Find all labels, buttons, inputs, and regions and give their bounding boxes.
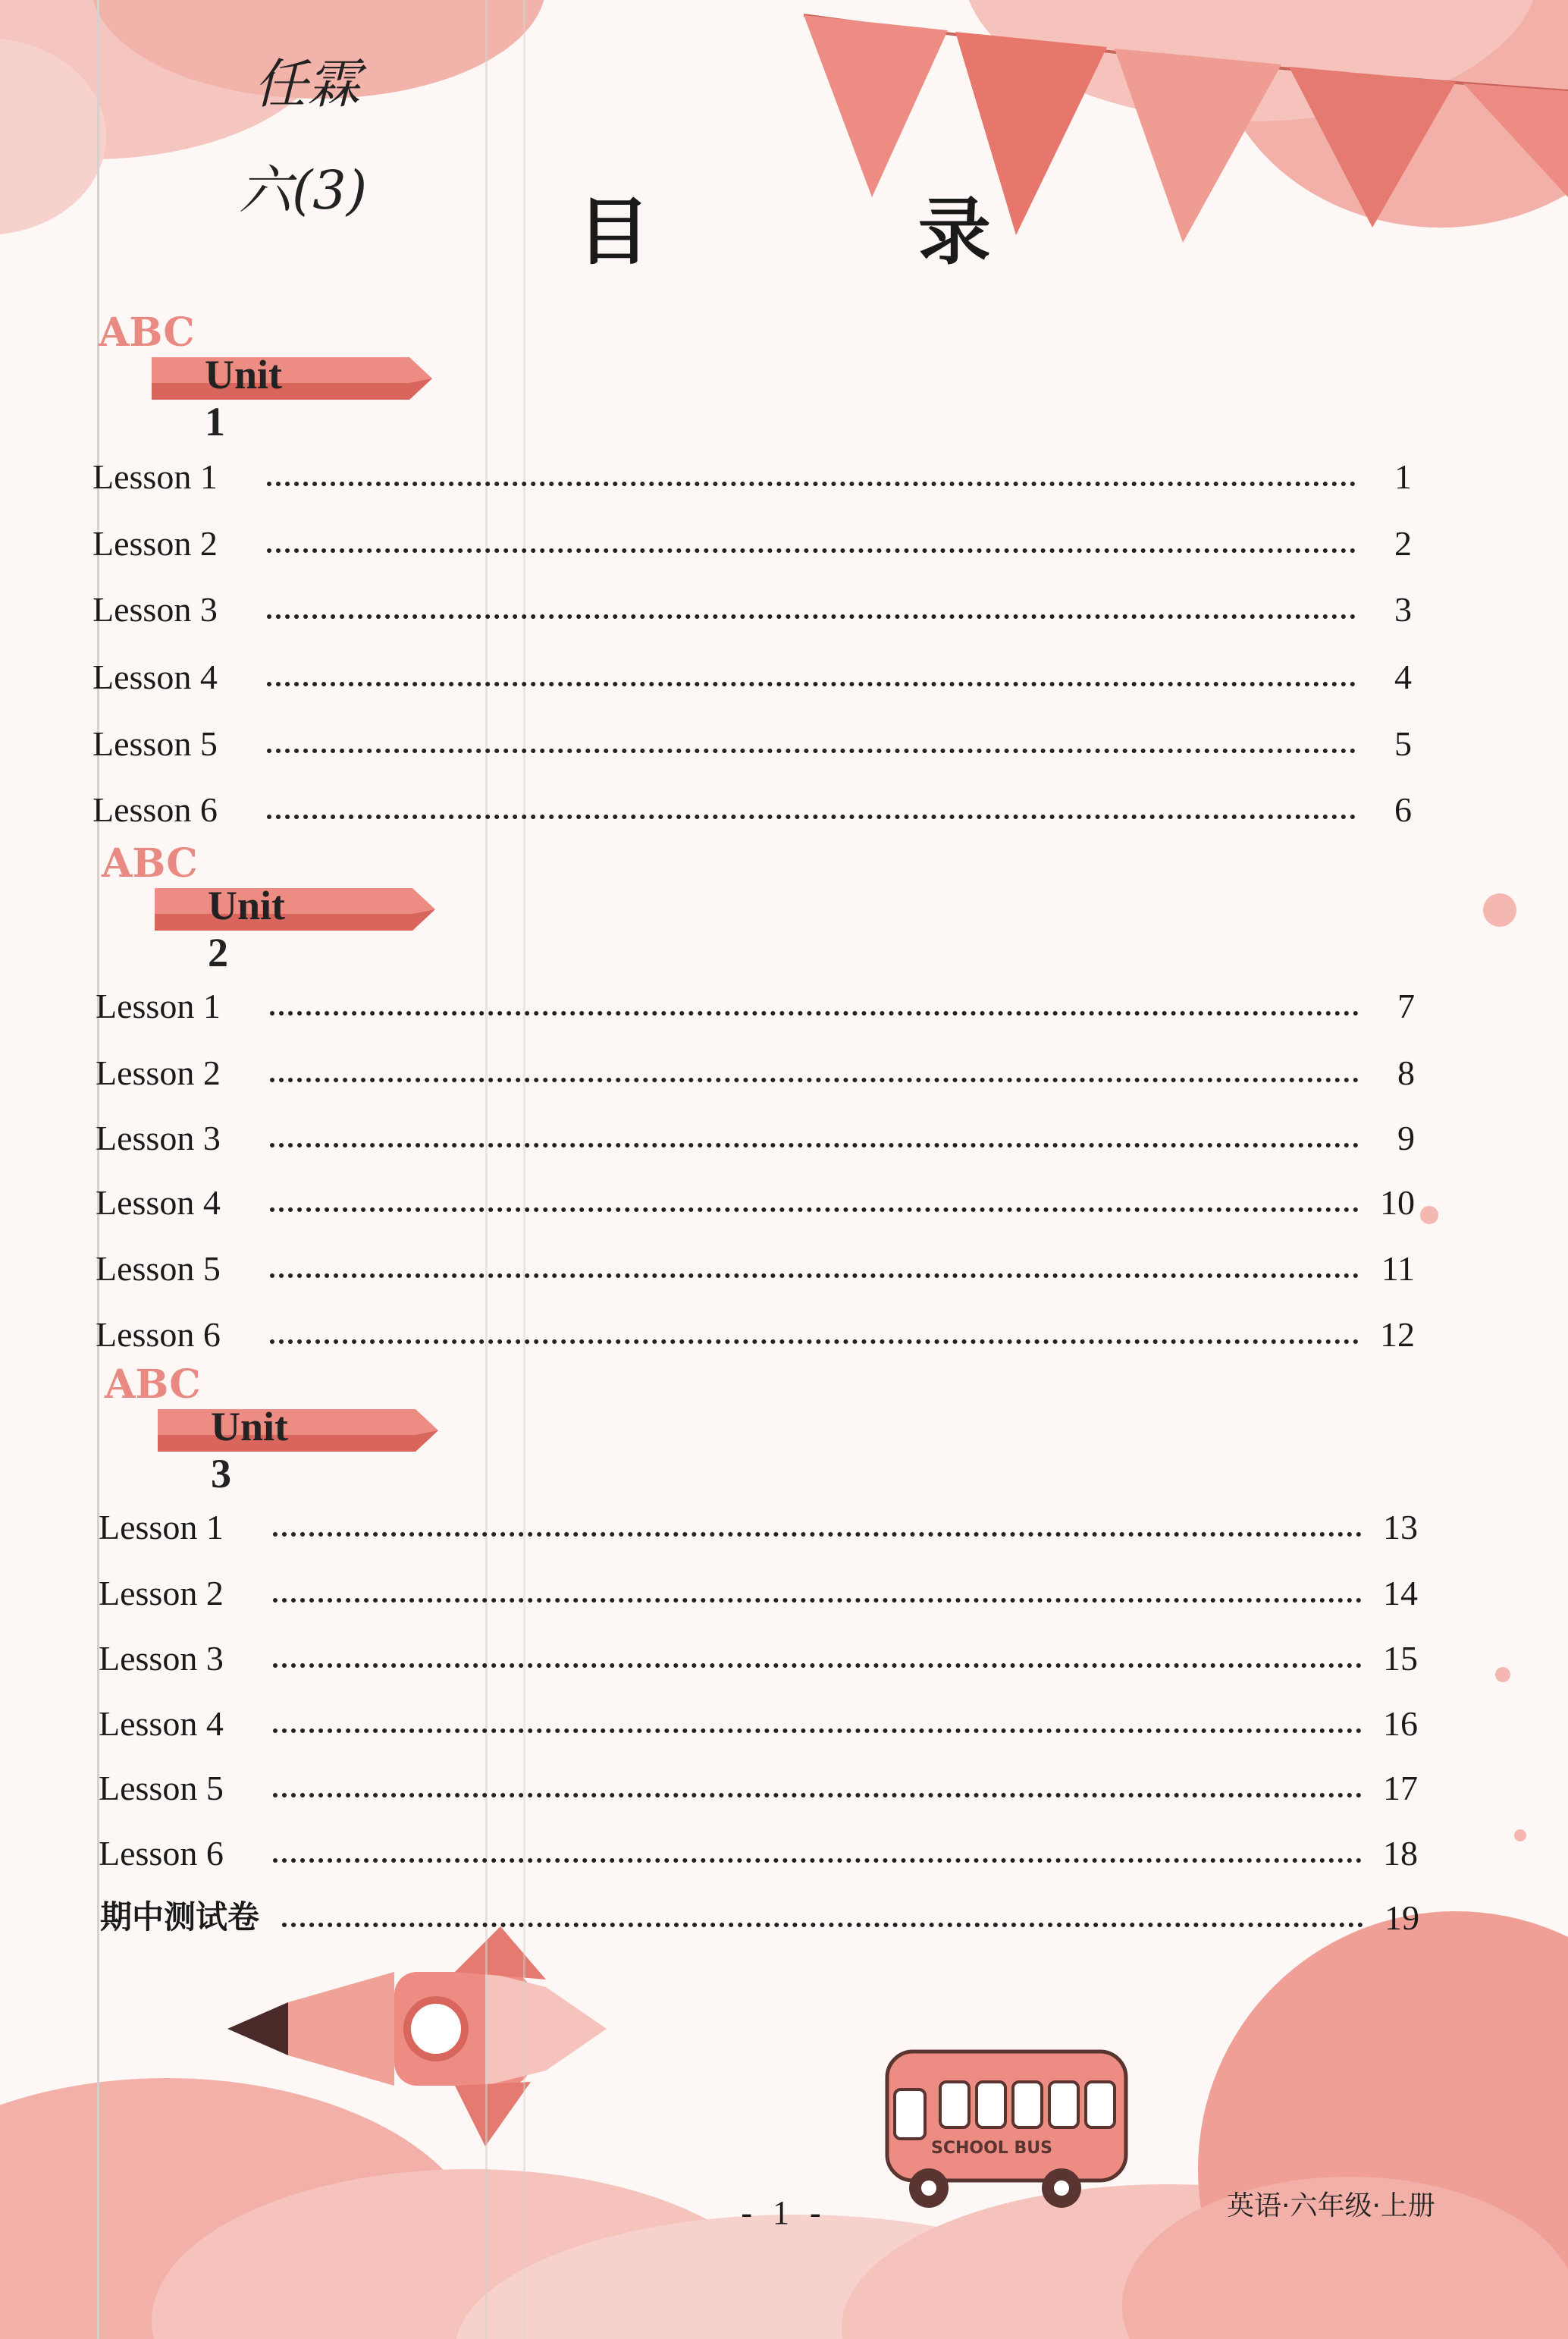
toc-entry-midterm — [100, 1885, 1419, 1938]
page-ref: 9 — [1397, 1119, 1415, 1157]
dot-leader — [270, 1143, 1359, 1148]
lesson-label: Lesson 5 — [99, 1769, 224, 1807]
handwritten-class: 六(3) — [239, 159, 368, 221]
toc-entry — [96, 1235, 1415, 1289]
page-ref: 16 — [1383, 1704, 1418, 1743]
lesson-label: Lesson 5 — [96, 1249, 221, 1288]
page-ref: 4 — [1394, 658, 1412, 696]
dot-leader — [267, 815, 1356, 819]
toc-entry — [99, 1494, 1418, 1547]
lesson-label: Lesson 3 — [99, 1639, 224, 1678]
dot-leader — [273, 1793, 1362, 1797]
page-ref: 14 — [1383, 1574, 1418, 1612]
abc-blocks-icon: ABC — [105, 1361, 201, 1408]
toc-entry — [93, 444, 1412, 497]
arrow-banner-icon — [155, 884, 435, 935]
school-bus-illustration — [887, 2052, 1126, 2208]
dot-leader — [267, 682, 1356, 686]
page-ref: 17 — [1383, 1769, 1418, 1807]
lesson-label: Lesson 1 — [93, 457, 218, 496]
dot-leader — [270, 1339, 1359, 1344]
toc-entry — [93, 510, 1412, 564]
toc-entry — [96, 973, 1415, 1026]
toc-entry — [93, 576, 1412, 629]
lesson-label: Lesson 1 — [96, 987, 221, 1025]
dot-leader — [273, 1598, 1362, 1603]
lesson-label: Lesson 2 — [99, 1574, 224, 1612]
dot-leader — [267, 749, 1356, 753]
lesson-label: Lesson 4 — [96, 1183, 221, 1222]
lesson-label: Lesson 2 — [96, 1053, 221, 1092]
page-ref: 15 — [1383, 1639, 1418, 1678]
page-title: 目 录 — [577, 190, 1112, 275]
toc-entry — [96, 1170, 1415, 1223]
lesson-label: Lesson 4 — [93, 658, 218, 696]
dot-leader — [270, 1273, 1359, 1278]
dot-leader — [270, 1207, 1359, 1212]
lesson-label: Lesson 2 — [93, 524, 218, 563]
handwritten-name: 任霖 — [254, 53, 360, 115]
unit-label: Unit 1 — [205, 352, 283, 444]
dot-leader — [273, 1532, 1362, 1537]
page-ref: 2 — [1394, 524, 1412, 563]
page-ref: 3 — [1394, 590, 1412, 629]
page-ref: 7 — [1397, 987, 1415, 1025]
page-number: - 1 - — [741, 2194, 827, 2231]
arrow-banner-icon — [152, 353, 432, 404]
toc-entry — [93, 711, 1412, 764]
dot-leader — [273, 1728, 1362, 1733]
lesson-label: Lesson 4 — [99, 1704, 224, 1743]
toc-entry — [99, 1560, 1418, 1613]
dot-leader — [273, 1858, 1362, 1863]
toc-entry — [96, 1040, 1415, 1093]
toc-entry — [93, 644, 1412, 697]
lesson-label: Lesson 3 — [93, 590, 218, 629]
page-ref: 19 — [1385, 1898, 1419, 1937]
toc-entry — [96, 1301, 1415, 1355]
dot-leader — [270, 1078, 1359, 1082]
toc-entry — [99, 1625, 1418, 1678]
dot-leader — [267, 614, 1356, 619]
toc-entry — [99, 1755, 1418, 1808]
unit-label: Unit 2 — [208, 883, 286, 975]
dot-leader — [282, 1923, 1363, 1927]
lesson-label: Lesson 6 — [99, 1834, 224, 1873]
toc-entry — [96, 1105, 1415, 1158]
dot-leader — [270, 1011, 1359, 1016]
lesson-label: Lesson 6 — [96, 1315, 221, 1354]
dot-leader — [273, 1663, 1362, 1668]
toc-entry — [99, 1820, 1418, 1873]
midterm-label: 期中测试卷 — [100, 1898, 260, 1936]
arrow-banner-icon — [158, 1405, 438, 1456]
book-label: 英语·六年级·上册 — [1227, 2190, 1435, 2221]
page-ref: 5 — [1394, 724, 1412, 763]
page-ref: 1 — [1394, 457, 1412, 496]
dot-leader — [267, 548, 1356, 553]
page-ref: 6 — [1394, 790, 1412, 829]
unit-label: Unit 3 — [211, 1404, 289, 1496]
page-ref: 11 — [1381, 1249, 1415, 1288]
toc-entry — [93, 777, 1412, 830]
page-ref: 13 — [1383, 1508, 1418, 1546]
lesson-label: Lesson 1 — [99, 1508, 224, 1546]
lesson-label: Lesson 3 — [96, 1119, 221, 1157]
lesson-label: Lesson 6 — [93, 790, 218, 829]
page-ref: 8 — [1397, 1053, 1415, 1092]
page-ref: 12 — [1380, 1315, 1415, 1354]
bus-label: SCHOOL BUS — [931, 2139, 1052, 2158]
abc-blocks-icon: ABC — [102, 840, 198, 887]
lesson-label: Lesson 5 — [93, 724, 218, 763]
toc-entry — [99, 1691, 1418, 1744]
page-ref: 18 — [1383, 1834, 1418, 1873]
page-ref: 10 — [1380, 1183, 1415, 1222]
dot-leader — [267, 482, 1356, 486]
abc-blocks-icon: ABC — [99, 309, 195, 356]
